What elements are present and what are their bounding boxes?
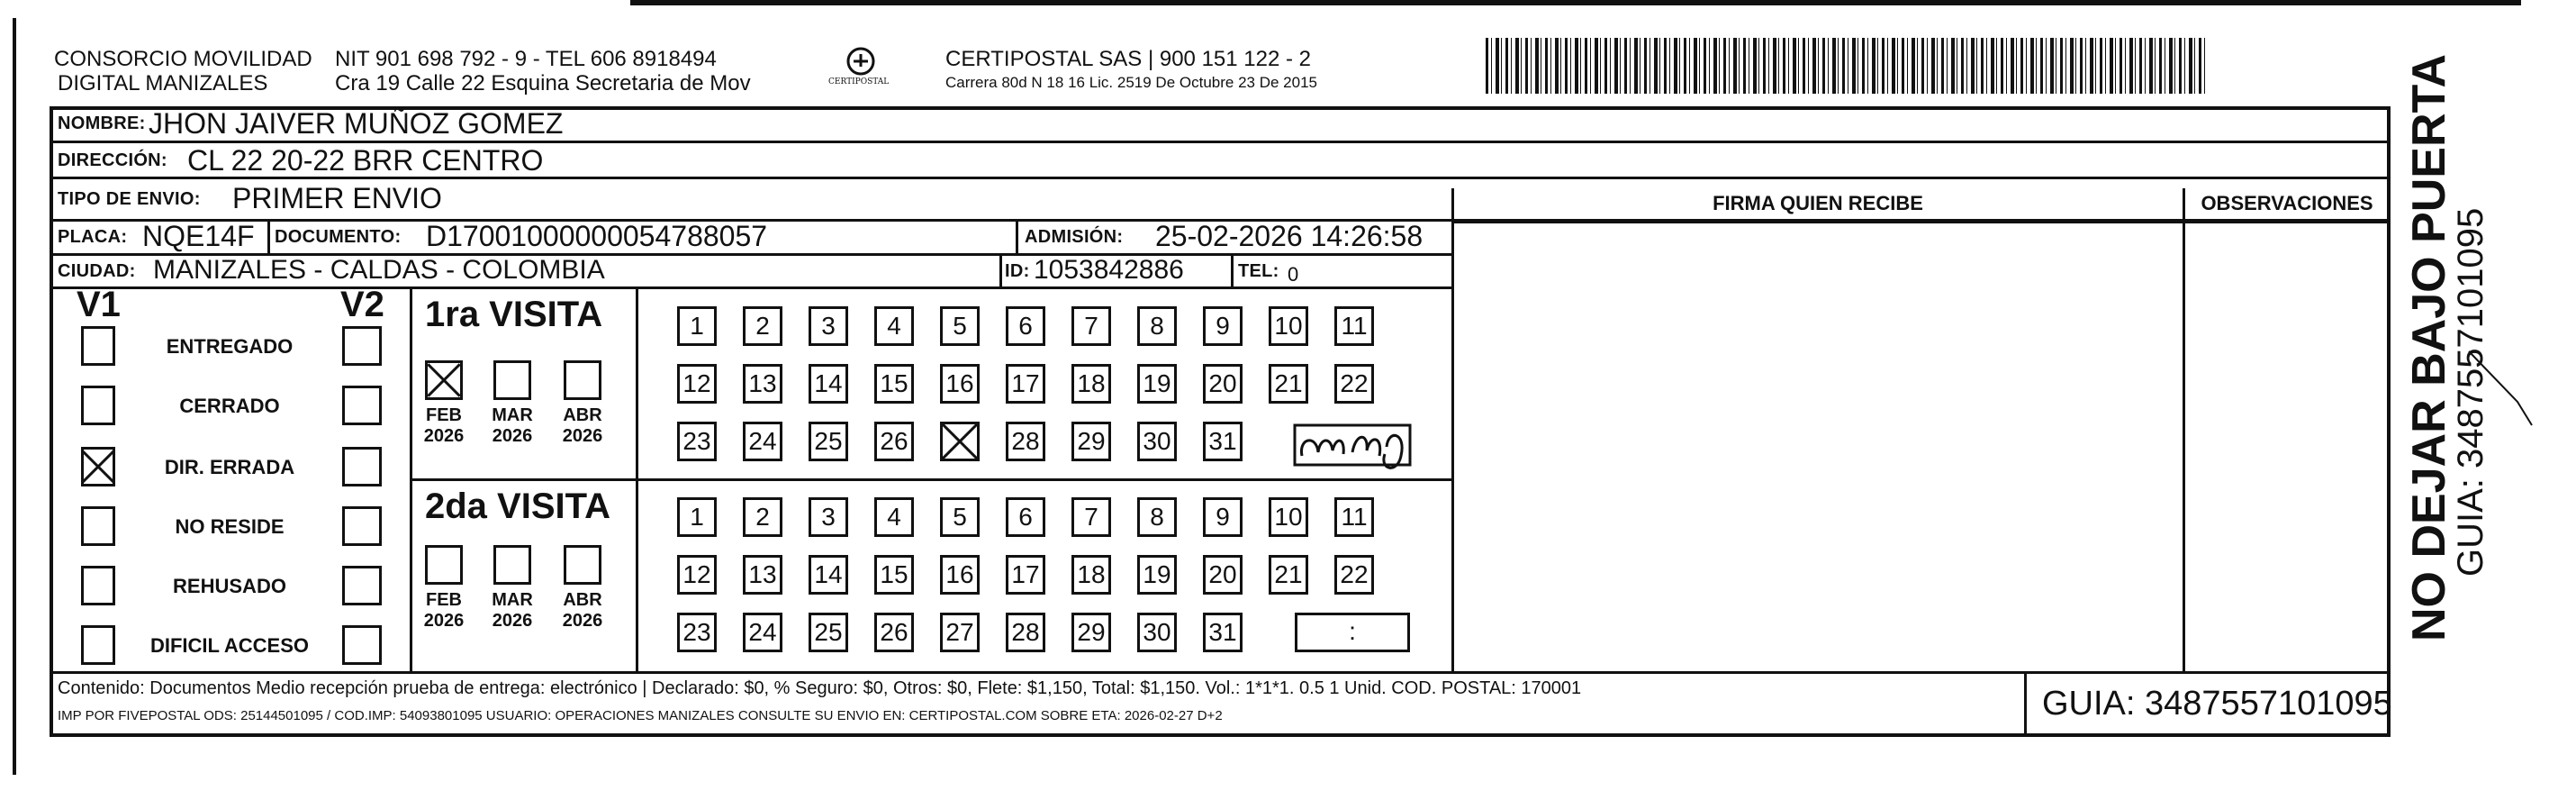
first-visit-day-22[interactable]: 22	[1334, 364, 1374, 404]
first-visit-day-25[interactable]: 25	[809, 422, 848, 461]
pen-stroke	[2467, 342, 2548, 432]
first-visit-day-26[interactable]: 26	[874, 422, 914, 461]
first-visit-day-1[interactable]: 1	[677, 306, 717, 346]
side-guia-text: GUIA: 3487557101095	[2451, 207, 2490, 577]
firma-header: FIRMA QUIEN RECIBE	[1713, 192, 1923, 214]
first-visit-day-8[interactable]: 8	[1137, 306, 1177, 346]
first-visit-day-28[interactable]: 28	[1006, 422, 1045, 461]
v2-checkbox-no-reside[interactable]	[342, 506, 382, 546]
second-visit-day-2[interactable]: 2	[743, 497, 782, 537]
nit-line-2: Cra 19 Calle 22 Esquina Secretaria de Mov	[335, 71, 751, 95]
first-visit-day-20[interactable]: 20	[1203, 364, 1243, 404]
footer-guia: GUIA: 3487557101095	[2042, 685, 2392, 723]
v2-checkbox-cerrado[interactable]	[342, 386, 382, 425]
logo-text: CERTIPOSTAL	[828, 77, 890, 86]
month-name: ABR	[563, 405, 602, 425]
first-visit-day-23[interactable]: 23	[677, 422, 717, 461]
second-visit-month-checkbox-mar[interactable]	[493, 545, 531, 585]
col-line-obs	[2183, 188, 2185, 672]
second-visit-day-10[interactable]: 10	[1269, 497, 1308, 537]
observaciones-header: OBSERVACIONES	[2201, 192, 2373, 214]
first-visit-day-31[interactable]: 31	[1203, 422, 1243, 461]
first-visit-day-3[interactable]: 3	[809, 306, 848, 346]
v1-checkbox-no-reside[interactable]	[81, 506, 115, 546]
second-visit-month-label	[490, 590, 535, 632]
col-line-months	[636, 286, 638, 671]
company-name	[54, 47, 312, 95]
first-visit-month-label	[490, 405, 535, 447]
v2-checkbox-rehusado[interactable]	[342, 566, 382, 605]
second-visit-time-box[interactable]: :	[1295, 613, 1410, 652]
status-option-label: CERRADO	[179, 395, 280, 417]
contenido-text: Contenido: Documentos Medio recepción prueba de entrega: electrónico | Declarado: $0, % Seguro: $0, Otros: $0, Flete: $1,150, Total: $1,150. Vol.: 1*1*1. 0.5 1 Unid. COD. POSTAL: 170001	[58, 678, 1582, 698]
month-year: 2026	[562, 426, 603, 446]
no-dejar-bajo-puerta	[2402, 53, 2456, 641]
col-line-tel	[1231, 253, 1234, 286]
month-year: 2026	[423, 426, 465, 446]
col-line-status	[410, 286, 412, 671]
first-visit-day-16[interactable]: 16	[940, 364, 980, 404]
handwritten-time-scribble	[1289, 420, 1415, 477]
v1-checkbox-dificil-acceso[interactable]	[81, 625, 115, 665]
direccion-label: DIRECCIÓN:	[58, 150, 167, 170]
first-visit-month-label	[421, 405, 466, 447]
month-name: FEB	[426, 405, 462, 425]
second-visit-day-14[interactable]: 14	[809, 555, 848, 595]
v2-checkbox-entregado[interactable]	[342, 326, 382, 366]
second-visit-day-28[interactable]: 28	[1006, 613, 1045, 652]
second-visit-day-8[interactable]: 8	[1137, 497, 1177, 537]
second-visit-day-7[interactable]: 7	[1071, 497, 1111, 537]
month-year: 2026	[492, 611, 533, 631]
month-name: MAR	[492, 590, 533, 610]
second-visit-day-18[interactable]: 18	[1071, 555, 1111, 595]
first-visit-month-checkbox-mar[interactable]	[493, 360, 531, 400]
second-visit-day-30[interactable]: 30	[1137, 613, 1177, 652]
second-visit-day-3[interactable]: 3	[809, 497, 848, 537]
v1-checkbox-entregado[interactable]	[81, 326, 115, 366]
second-visit-day-27[interactable]: 27	[940, 613, 980, 652]
v1-checkbox-rehusado[interactable]	[81, 566, 115, 605]
second-visit-month-label	[421, 590, 466, 632]
col-line-main	[1451, 188, 1454, 672]
scan-edge-top	[630, 0, 2521, 5]
id-label: ID:	[1005, 261, 1030, 281]
first-visit-day-7[interactable]: 7	[1071, 306, 1111, 346]
first-visit-day-11[interactable]: 11	[1334, 306, 1374, 346]
second-visit-day-9[interactable]: 9	[1203, 497, 1243, 537]
second-visit-month-checkbox-feb[interactable]	[425, 545, 463, 585]
direccion-value: CL 22 20-22 BRR CENTRO	[187, 144, 544, 177]
admision-label: ADMISIÓN:	[1025, 227, 1124, 247]
nombre-value: JHON JAIVER MUÑOZ GOMEZ	[149, 107, 564, 140]
visit-divider	[412, 478, 1452, 481]
nit-line-1: NIT 901 698 792 - 9 - TEL 606 8918494	[335, 47, 717, 71]
first-visit-day-2[interactable]: 2	[743, 306, 782, 346]
row-line-1	[52, 141, 2390, 143]
admision-value: 25-02-2026 14:26:58	[1155, 220, 1424, 252]
month-year: 2026	[562, 611, 603, 631]
tipo-envio-label: TIPO DE ENVIO:	[58, 189, 201, 209]
second-visit-day-15[interactable]: 15	[874, 555, 914, 595]
status-option-label: ENTREGADO	[166, 335, 294, 358]
certipostal-logo	[828, 43, 890, 97]
first-visit-month-checkbox-abr[interactable]	[564, 360, 601, 400]
placa-value: NQE14F	[142, 220, 255, 252]
barcode	[1486, 38, 2206, 94]
second-visit-day-31[interactable]: 31	[1203, 613, 1243, 652]
second-visit-day-26[interactable]: 26	[874, 613, 914, 652]
col-line-id	[999, 253, 1002, 286]
first-visit-day-24[interactable]: 24	[743, 422, 782, 461]
v2-checkbox-dir-errada[interactable]	[342, 447, 382, 486]
first-visit-day-5[interactable]: 5	[940, 306, 980, 346]
month-name: ABR	[563, 590, 602, 610]
second-visit-day-25[interactable]: 25	[809, 613, 848, 652]
month-year: 2026	[492, 426, 533, 446]
month-year: 2026	[423, 611, 465, 631]
carrier-line-2: Carrera 80d N 18 16 Lic. 2519 De Octubre 23 De 2015	[945, 74, 1317, 91]
first-visit-day-19[interactable]: 19	[1137, 364, 1177, 404]
second-visit-day-1[interactable]: 1	[677, 497, 717, 537]
documento-label: DOCUMENTO:	[275, 227, 402, 247]
id-value: 1053842886	[1034, 255, 1184, 285]
second-visit-day-13[interactable]: 13	[743, 555, 782, 595]
v2-header: V2	[340, 285, 384, 324]
first-visit-day-9[interactable]: 9	[1203, 306, 1243, 346]
first-visit-day-12[interactable]: 12	[677, 364, 717, 404]
logo-icon	[834, 43, 888, 97]
carrier-line-1: CERTIPOSTAL SAS | 900 151 122 - 2	[945, 47, 1311, 71]
nombre-label: NOMBRE:	[58, 114, 146, 133]
second-visit-day-23[interactable]: 23	[677, 613, 717, 652]
right-header-line	[1452, 221, 2390, 223]
second-visit-title: 2da VISITA	[425, 486, 610, 526]
first-visit-month-label	[560, 405, 605, 447]
second-visit-day-11[interactable]: 11	[1334, 497, 1374, 537]
first-visit-day-6[interactable]: 6	[1006, 306, 1045, 346]
ciudad-label: CIUDAD:	[58, 261, 136, 281]
second-visit-month-checkbox-abr[interactable]	[564, 545, 601, 585]
status-option-label: NO RESIDE	[175, 515, 285, 538]
second-visit-day-24[interactable]: 24	[743, 613, 782, 652]
first-visit-day-21[interactable]: 21	[1269, 364, 1308, 404]
tel-value: 0	[1288, 263, 1299, 286]
first-visit-day-15[interactable]: 15	[874, 364, 914, 404]
first-visit-title: 1ra VISITA	[425, 295, 603, 334]
second-visit-day-20[interactable]: 20	[1203, 555, 1243, 595]
first-visit-day-4[interactable]: 4	[874, 306, 914, 346]
status-option-label: DIFICIL ACCESO	[149, 634, 309, 657]
tel-label: TEL:	[1238, 261, 1279, 281]
status-option-label: REHUSADO	[173, 575, 286, 597]
first-visit-day-10[interactable]: 10	[1269, 306, 1308, 346]
second-visit-day-21[interactable]: 21	[1269, 555, 1308, 595]
second-visit-day-22[interactable]: 22	[1334, 555, 1374, 595]
v1-header: V1	[77, 285, 121, 324]
v1-checkbox-cerrado[interactable]	[81, 386, 115, 425]
col-line-adm	[1016, 219, 1018, 253]
documento-value: D17001000000054788057	[426, 220, 768, 252]
second-visit-day-16[interactable]: 16	[940, 555, 980, 595]
second-visit-day-17[interactable]: 17	[1006, 555, 1045, 595]
month-name: MAR	[492, 405, 533, 425]
status-option-label: DIR. ERRADA	[164, 456, 295, 478]
nit-block	[335, 47, 751, 95]
v1-checkbox-dir-errada[interactable]	[81, 447, 115, 486]
month-name: FEB	[426, 590, 462, 610]
col-line-doc	[267, 219, 270, 253]
second-visit-month-label	[560, 590, 605, 632]
first-visit-day-27[interactable]	[940, 422, 980, 461]
warning-text: NO DEJAR BAJO PUERTA	[2403, 53, 2455, 641]
first-visit-day-18[interactable]: 18	[1071, 364, 1111, 404]
placa-label: PLACA:	[58, 227, 128, 247]
row-line-6	[52, 671, 2390, 674]
second-visit-day-19[interactable]: 19	[1137, 555, 1177, 595]
carrier-block	[945, 47, 1317, 94]
first-visit-day-29[interactable]: 29	[1071, 422, 1111, 461]
second-visit-day-12[interactable]: 12	[677, 555, 717, 595]
row-line-2	[52, 177, 2390, 179]
first-visit-day-17[interactable]: 17	[1006, 364, 1045, 404]
scan-edge-left	[13, 18, 16, 775]
second-visit-day-29[interactable]: 29	[1071, 613, 1111, 652]
first-visit-month-checkbox-feb[interactable]	[425, 360, 463, 400]
company-line-2: DIGITAL MANIZALES	[58, 71, 268, 95]
v2-checkbox-dificil-acceso[interactable]	[342, 625, 382, 665]
tipo-envio-value: PRIMER ENVIO	[232, 182, 442, 214]
second-visit-day-5[interactable]: 5	[940, 497, 980, 537]
second-visit-day-4[interactable]: 4	[874, 497, 914, 537]
company-line-1: CONSORCIO MOVILIDAD	[54, 47, 312, 71]
ciudad-value: MANIZALES - CALDAS - COLOMBIA	[153, 255, 605, 285]
first-visit-day-13[interactable]: 13	[743, 364, 782, 404]
col-line-guia	[2024, 671, 2027, 734]
second-visit-day-6[interactable]: 6	[1006, 497, 1045, 537]
first-visit-day-14[interactable]: 14	[809, 364, 848, 404]
row-line-5	[52, 286, 1452, 289]
first-visit-day-30[interactable]: 30	[1137, 422, 1177, 461]
imp-text: IMP POR FIVEPOSTAL ODS: 25144501095 / COD.IMP: 54093801095 USUARIO: OPERACIONES MANIZALES CONSULTE SU ENVIO EN: CERTIPOSTAL.COM SOBRE ETA: 2026-02-27 D+2	[58, 708, 1223, 723]
